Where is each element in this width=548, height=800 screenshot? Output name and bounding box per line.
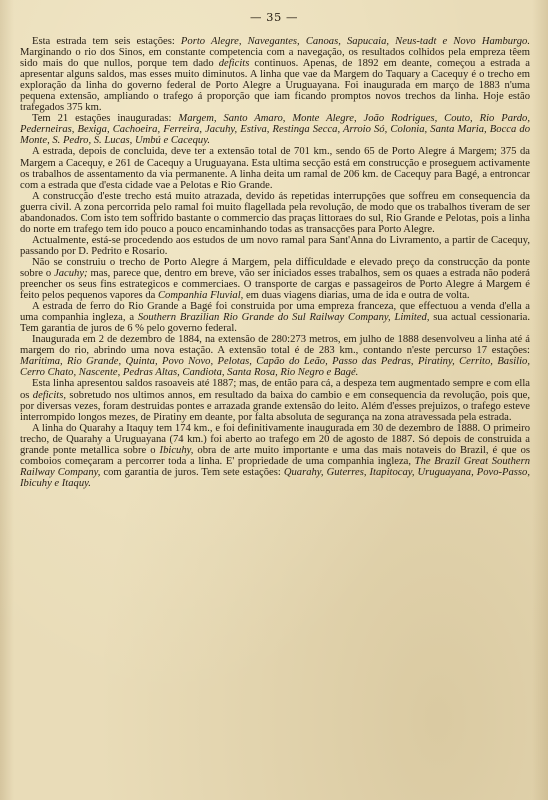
paragraph: [20, 378, 530, 422]
text-run: sobretudo nos ultimos annos, em resultado da baixa do cambio e em consequencia da revolução, pois que, por diversas vezes, foram destruidas pontes e arrazada grande extensão do leito. Além d'esses prejuizos, o trafego esteve interrompido longos mezes, de Piratiny em deante, por falta absoluta de segurança na zona atravessada pela estrada.: [20, 389, 530, 423]
paragraph: [20, 146, 530, 190]
italic-text: Companhia Fluvial,: [157, 290, 244, 302]
text-run: mas, parece que, dentro em breve, vão ser iniciados esses trabalhos, sem os quaes a estrada não poderá preencher os seus fins estrategicos e commerciaes. O transporte de cargas e passageiros de Porto Alegre á Margem é feito pelos pequenos vapores da: [20, 267, 530, 302]
text-run: Esta estrada tem seis estações:: [32, 36, 181, 47]
italic-text: deficits: [218, 58, 250, 70]
paragraph: [20, 334, 530, 378]
italic-text: Ibicuhy,: [159, 444, 194, 456]
italic-text: deficits,: [32, 389, 67, 401]
text-run: continuos. Apenas, de 1892 em deante, começou a estrada a apresentar alguns saldos, mas esses muito diminutos. A linha que vae da Margem do Taquary a Cacequy é o trecho em exploração da linha do governo federal de Porto Alegre a Uruguayana. Foi inaugurada em março de 1883 n'uma pequena extensão, ampliando o trafego á proporção que iam ficando promptos novos trechos da linha. Hoje estão trafegados 375 km.: [20, 58, 530, 114]
body-text: [20, 36, 530, 489]
text-run: obra de arte muito importante e uma das mais notaveis do Brazil, é que os comboios começaram a percorrer toda a linha. E' propriedade de uma companhia ingleza,: [20, 444, 530, 467]
text-run: sua actual cessionaria. Tem garantia de juros de 6 % pelo governo federal.: [20, 312, 530, 335]
text-run: Tem 21 estações inauguradas:: [32, 113, 179, 125]
italic-text: Southern Brazilian Rio Grande do Sul Railway Company, Limited,: [137, 312, 430, 324]
italic-text: Porto Alegre, Navegantes, Canoas, Sapucaia, Neus-tadt e Novo Hamburgo.: [180, 36, 531, 47]
italic-text: Quarahy, Guterres, Itapitocay, Uruguayana, Povo-Passo, Ibicuhy e Itaquy.: [20, 466, 530, 489]
paragraph: [20, 113, 530, 146]
paragraph: [20, 191, 530, 235]
text-run: em duas viagens diarias, uma de ida e outra de volta.: [243, 290, 470, 302]
italic-text: Jacuhy;: [54, 267, 88, 279]
paragraph: [20, 301, 530, 334]
text-run: Esta linha apresentou saldos rasoaveis até 1887; mas, de então para cá, a despeza tem augmentado sempre e com ella os: [20, 378, 530, 401]
italic-text: The Brazil Great Southern Railway Company,: [20, 455, 530, 478]
page-number: — 35 —: [250, 10, 298, 24]
text-run: Não se construiu o trecho de Porto Alegre á Margem, pela difficuldade e elevado preço da construcção da ponte sobre o: [20, 256, 530, 279]
text-run: Actualmente, está-se procedendo aos estudos de um novo ramal para Sant'Anna do Livramento, a partir de Cacequy, passando por D. Pedrito e Rosario.: [20, 234, 530, 257]
text-run: com garantia de juros. Tem sete estações:: [100, 466, 284, 478]
text-run: Marginando o rio dos Sinos, em constante competencia com a navegação, os resultados colhidos pela empreza têem sido mais do que nullos, porque tem dado: [20, 47, 530, 70]
paragraph: [20, 423, 530, 489]
paragraph: [20, 235, 530, 257]
text-run: A construcção d'este trecho está muito atrazada, devido ás repetidas interrupções que soffreu em consequencia da guerra civil. A zona percorrida pelo ramal foi muito flagellada pela revolução, de modo que os trabalhos tiveram de ser abandonados. Com isto tem soffrido bastante o commercio das praças littoraes do sul, Rio Grande e Pelotas, pois a linha do norte em trafego tem ido pouco a pouco encaminhando todas as transacções para Porto Alegre.: [20, 190, 530, 235]
text-run: A estrada de ferro do Rio Grande a Bagé foi construida por uma empreza franceza, que effectuou a venda d'ella a uma companhia ingleza, a: [20, 301, 530, 324]
paragraph: [20, 36, 530, 113]
italic-text: Margem, Santo Amaro, Monte Alegre, João Rodrigues, Couto, Rio Pardo, Pederneiras, Bexiga, Cachoeira, Ferreira, Jacuhy, Estiva, Restinga Secca, Arroio Só, Colonia, Santa Maria, Bocca do Monte, S. Pedro, S. Lucas, Umbú e Cacequy.: [20, 113, 530, 147]
text-run: A estrada, depois de concluida, deve ter a extensão total de 701 km., sendo 65 de Porto Alegre á Margem; 375 da Margem a Cacequy, e 261 de Cacequy a Uruguayana. Esta ultima secção está em construcção e proseguem activamente os trabalhos de assentamento da via permanente. A linha deita um ramal de 206 km. de Cacequy para Bagé, a entroncar com a estrada que d'esta cidade vae a Pelotas e Rio Grande.: [20, 146, 530, 191]
italic-text: Maritima, Rio Grande, Quinta, Povo Novo, Pelotas, Capão do Leão, Passo das Pedras, Piratiny, Cerrito, Basilio, Cerro Chato, Nascente, Pedras Altas, Candiota, Santa Rosa, Rio Negro e Bagé.: [20, 356, 530, 379]
paragraph: [20, 257, 530, 301]
text-run: A linha do Quarahy a Itaquy tem 174 km., e foi definitivamente inaugurada em 30 de dezembro de 1888. O primeiro trecho, de Quarahy a Uruguayana (74 km.) foi aberto ao trafego em 20 de agosto de 1887. Só depois de construida a grande ponte metallica sobre o: [20, 422, 530, 456]
text-run: Inaugurada em 2 de dezembro de 1884, na extensão de 280:273 metros, em julho de 1888 desenvolveu a linha até á margem do rio, abrindo uma nova estação. A extensão total é de 283 km., contando n'este percurso 17 estações:: [20, 334, 530, 357]
